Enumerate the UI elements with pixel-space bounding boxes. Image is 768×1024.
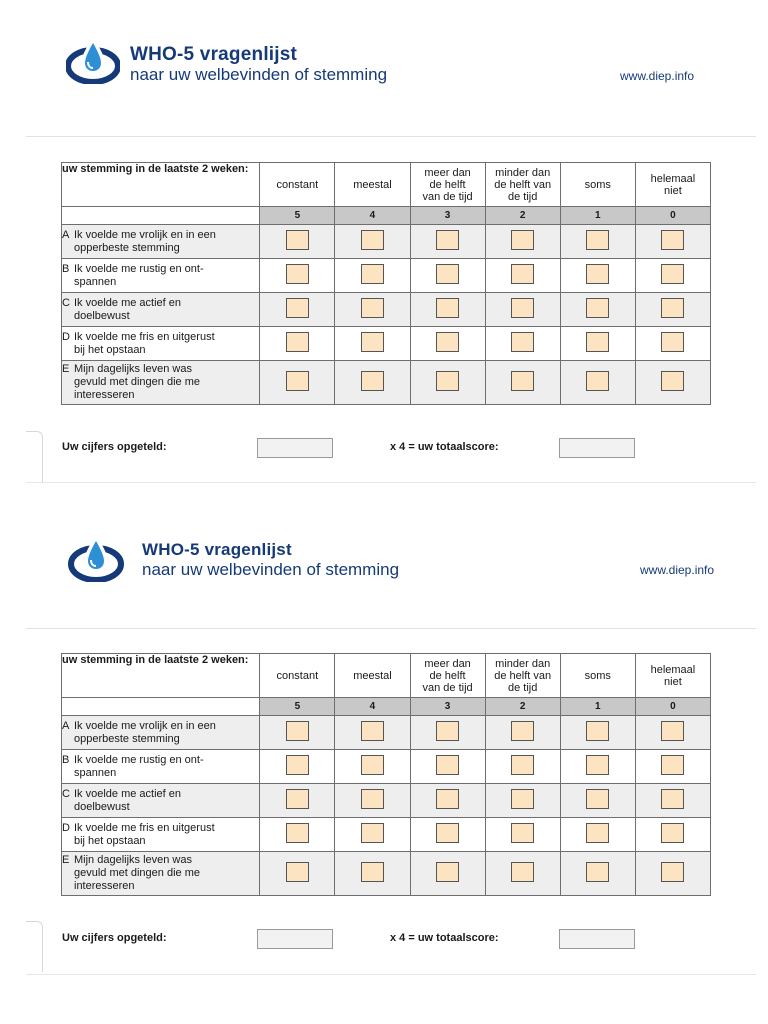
sum-label: Uw cijfers opgeteld: [62, 441, 167, 453]
answer-checkbox[interactable] [586, 371, 609, 391]
answer-checkbox[interactable] [586, 789, 609, 809]
answer-checkbox[interactable] [286, 298, 309, 318]
page-edge-tab [26, 921, 43, 972]
answer-checkbox[interactable] [361, 332, 384, 352]
answer-checkbox[interactable] [586, 264, 609, 284]
page-edge-tab [26, 431, 43, 482]
answer-checkbox[interactable] [286, 230, 309, 250]
question-text: D Ik voelde me fris en uitgerust bij het opstaan [62, 818, 260, 852]
answer-checkbox[interactable] [286, 264, 309, 284]
answer-checkbox[interactable] [436, 332, 459, 352]
score-value: 2 [485, 698, 560, 716]
option-header: meer dan de helft van de tijd [410, 163, 485, 207]
score-value: 4 [335, 698, 410, 716]
answer-checkbox[interactable] [436, 789, 459, 809]
answer-checkbox[interactable] [511, 332, 534, 352]
total-score-label: x 4 = uw totaalscore: [390, 441, 499, 453]
question-text: C Ik voelde me actief en doelbewust [62, 784, 260, 818]
answer-checkbox[interactable] [661, 862, 684, 882]
score-row [62, 698, 711, 716]
question-row-b [62, 259, 711, 293]
answer-checkbox[interactable] [286, 755, 309, 775]
score-row [62, 207, 711, 225]
answer-checkbox[interactable] [586, 823, 609, 843]
answer-checkbox[interactable] [661, 823, 684, 843]
answer-checkbox[interactable] [286, 862, 309, 882]
answer-checkbox[interactable] [511, 371, 534, 391]
answer-checkbox[interactable] [661, 332, 684, 352]
score-value: 0 [635, 698, 710, 716]
option-header: helemaal niet [635, 654, 710, 698]
option-header: constant [260, 654, 335, 698]
who5-questionnaire-table [61, 162, 711, 405]
question-text: D Ik voelde me fris en uitgerust bij het opstaan [62, 327, 260, 361]
answer-checkbox[interactable] [661, 789, 684, 809]
answer-checkbox[interactable] [511, 230, 534, 250]
question-row-b [62, 750, 711, 784]
question-text: B Ik voelde me rustig en ont- spannen [62, 259, 260, 293]
answer-checkbox[interactable] [511, 721, 534, 741]
website-url: www.diep.info [640, 563, 715, 577]
who5-questionnaire-table [61, 653, 711, 896]
answer-checkbox[interactable] [661, 264, 684, 284]
answer-checkbox[interactable] [436, 823, 459, 843]
question-text: E Mijn dagelijks leven was gevuld met dingen die me interesseren [62, 361, 260, 405]
answer-checkbox[interactable] [436, 264, 459, 284]
score-value: 1 [560, 207, 635, 225]
answer-checkbox[interactable] [436, 298, 459, 318]
answer-checkbox[interactable] [361, 371, 384, 391]
question-text: E Mijn dagelijks leven was gevuld met dingen die me interesseren [62, 852, 260, 896]
option-header: meer dan de helft van de tijd [410, 654, 485, 698]
score-value: 0 [635, 207, 710, 225]
question-row-a [62, 225, 711, 259]
answer-checkbox[interactable] [286, 823, 309, 843]
question-column-header: uw stemming in de laatste 2 weken: [62, 163, 260, 207]
form-title: WHO-5 vragenlijst [130, 44, 298, 65]
question-row-e [62, 852, 711, 896]
question-row-a [62, 716, 711, 750]
option-header: meestal [335, 654, 410, 698]
water-drop-logo-icon [66, 38, 120, 84]
score-value: 2 [485, 207, 560, 225]
question-row-e [62, 361, 711, 405]
answer-checkbox[interactable] [661, 230, 684, 250]
answer-checkbox[interactable] [361, 789, 384, 809]
option-header: minder dan de helft van de tijd [485, 163, 560, 207]
option-header: soms [560, 163, 635, 207]
score-value: 3 [410, 207, 485, 225]
answer-checkbox[interactable] [586, 332, 609, 352]
answer-checkbox[interactable] [286, 371, 309, 391]
answer-checkbox[interactable] [511, 755, 534, 775]
header-row [62, 163, 711, 207]
answer-checkbox[interactable] [511, 789, 534, 809]
answer-checkbox[interactable] [511, 298, 534, 318]
answer-checkbox[interactable] [661, 298, 684, 318]
total-score-label: x 4 = uw totaalscore: [390, 932, 499, 944]
option-header: helemaal niet [635, 163, 710, 207]
form-subtitle: naar uw welbevinden of stemming [142, 560, 400, 579]
sum-input[interactable] [257, 929, 333, 949]
answer-checkbox[interactable] [661, 371, 684, 391]
form-header [0, 0, 768, 110]
question-row-c [62, 293, 711, 327]
answer-checkbox[interactable] [361, 264, 384, 284]
question-text: B Ik voelde me rustig en ont- spannen [62, 750, 260, 784]
answer-checkbox[interactable] [586, 298, 609, 318]
question-row-d [62, 818, 711, 852]
website-url: www.diep.info [620, 69, 695, 83]
score-value: 5 [260, 207, 335, 225]
answer-checkbox[interactable] [361, 230, 384, 250]
answer-checkbox[interactable] [436, 230, 459, 250]
answer-checkbox[interactable] [511, 862, 534, 882]
answer-checkbox[interactable] [436, 862, 459, 882]
question-row-c [62, 784, 711, 818]
answer-checkbox[interactable] [511, 823, 534, 843]
question-column-header: uw stemming in de laatste 2 weken: [62, 654, 260, 698]
answer-checkbox[interactable] [436, 371, 459, 391]
question-text: C Ik voelde me actief en doelbewust [62, 293, 260, 327]
answer-checkbox[interactable] [586, 230, 609, 250]
question-row-d [62, 327, 711, 361]
option-header: minder dan de helft van de tijd [485, 654, 560, 698]
answer-checkbox[interactable] [286, 332, 309, 352]
total-score-input[interactable] [559, 929, 635, 949]
sum-label: Uw cijfers opgeteld: [62, 932, 167, 944]
form-title: WHO-5 vragenlijst [142, 540, 292, 559]
answer-checkbox[interactable] [286, 721, 309, 741]
answer-checkbox[interactable] [511, 264, 534, 284]
answer-checkbox[interactable] [661, 755, 684, 775]
option-header: soms [560, 654, 635, 698]
answer-checkbox[interactable] [361, 755, 384, 775]
water-drop-logo-icon [67, 536, 125, 582]
question-text: A Ik voelde me vrolijk en in een opperbeste stemming [62, 716, 260, 750]
form-header [0, 500, 768, 610]
total-score-input[interactable] [559, 438, 635, 458]
answer-checkbox[interactable] [586, 721, 609, 741]
answer-checkbox[interactable] [361, 823, 384, 843]
score-value: 4 [335, 207, 410, 225]
question-text: A Ik voelde me vrolijk en in een opperbeste stemming [62, 225, 260, 259]
header-row [62, 654, 711, 698]
answer-checkbox[interactable] [586, 755, 609, 775]
score-value: 5 [260, 698, 335, 716]
answer-checkbox[interactable] [436, 755, 459, 775]
answer-checkbox[interactable] [361, 298, 384, 318]
answer-checkbox[interactable] [586, 862, 609, 882]
option-header: meestal [335, 163, 410, 207]
answer-checkbox[interactable] [436, 721, 459, 741]
score-value: 3 [410, 698, 485, 716]
option-header: constant [260, 163, 335, 207]
answer-checkbox[interactable] [361, 862, 384, 882]
score-value: 1 [560, 698, 635, 716]
answer-checkbox[interactable] [286, 789, 309, 809]
answer-checkbox[interactable] [661, 721, 684, 741]
answer-checkbox[interactable] [361, 721, 384, 741]
form-subtitle: naar uw welbevinden of stemming [130, 65, 388, 84]
sum-input[interactable] [257, 438, 333, 458]
